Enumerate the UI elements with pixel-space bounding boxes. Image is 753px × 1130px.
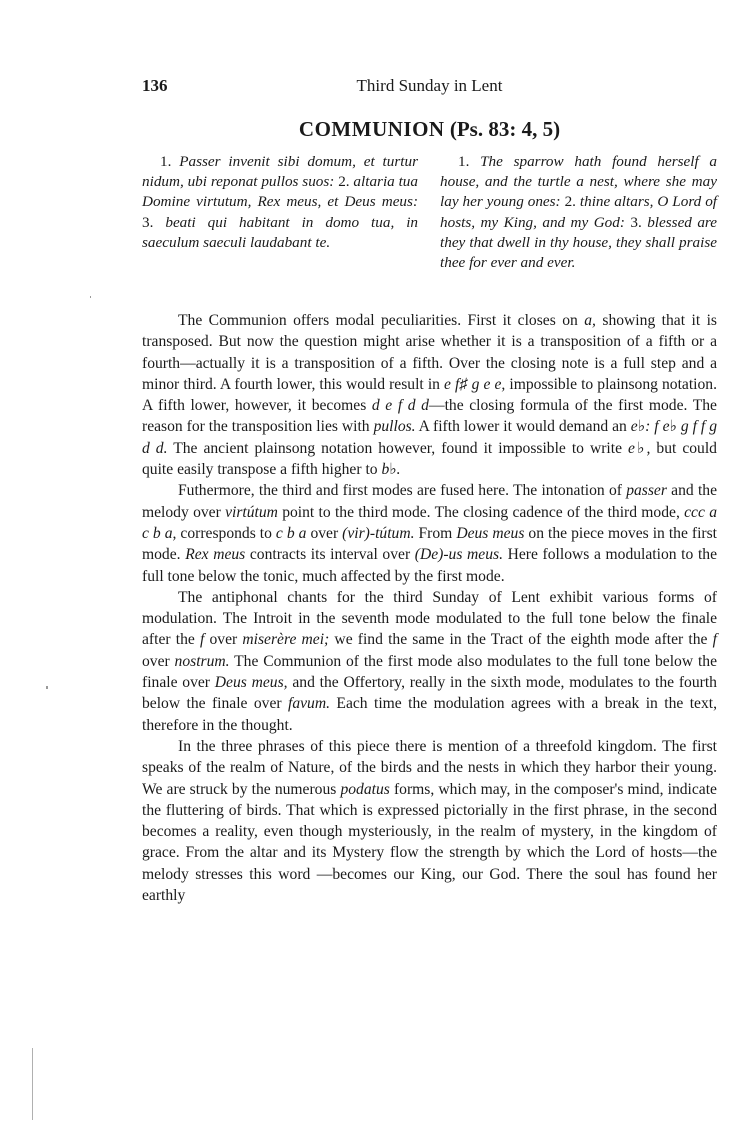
latin-verse: beati qui habitant in domo tua, in saeculum saeculi laudabant te. (142, 213, 419, 251)
italic-run: virtútum (225, 503, 278, 521)
psalm-reference: (Ps. 83: 4, 5) (449, 117, 561, 141)
text-run: The Communion offers modal peculiarities. First it closes on (178, 312, 585, 329)
text-run: Each time the modulation agrees with a break in the text, therefore in the thought. (142, 695, 717, 734)
paragraph-antiphonal-chants (142, 587, 717, 736)
italic-run: e♭: f e♭ g f f g d d. (142, 418, 718, 457)
italic-run: e♭, (628, 439, 651, 457)
italic-run: ccc a c b a, (142, 503, 717, 542)
text-run: showing that it is transposed. But now the question might arise whether it is a transposition of a fifth or a fourth—actually it is a transposition of a fifth. Over the closing note is a full step and a minor third. A fourth lower, this would result in (142, 312, 717, 393)
italic-run: d e f d d (371, 397, 429, 415)
section-title: COMMUNION (298, 117, 445, 141)
text-run: on the piece moves in the first mode. (142, 524, 717, 564)
running-title: Third Sunday in Lent (356, 76, 503, 95)
text-run: In the three phrases of this piece there is mention of a threefold kingdom. The first speaks of the realm of Nature, of the birds and the nests in which they harbor their young. We are struck by the numerous (142, 737, 717, 798)
italic-run: nostrum. (174, 652, 230, 670)
paragraph-threefold-kingdom (142, 736, 717, 906)
italic-run: Deus meus, (214, 674, 288, 692)
verse-number: 3. (142, 213, 154, 231)
text-run: From (414, 524, 457, 542)
text-run: impossible to plainsong notation. A fifth lower, however, it becomes (142, 375, 717, 415)
scan-margin-mark (32, 1048, 33, 1120)
paragraph-fused-modes (142, 480, 717, 586)
text-run: over (142, 652, 175, 670)
italic-run: e f♯ g e e, (444, 375, 506, 393)
text-run: over (204, 631, 243, 649)
verse-number: 1. (160, 153, 172, 170)
english-verse: thine altars, O Lord of hosts, my King, and my God: (440, 193, 718, 231)
text-run: The antiphonal chants for the third Sunday of Lent exhibit various forms of modulation. The Introit in the seventh mode modulated to the full tone below the finale after the (142, 588, 717, 649)
text-run: The Communion of the first mode also modulates to the full tone below the finale over (142, 652, 717, 692)
italic-run: pullos. (373, 418, 416, 436)
text-run: point to the third mode. The closing cadence of the third mode, (277, 503, 685, 521)
english-column (440, 152, 717, 273)
text-run: The ancient plainsong notation however, found it impossible to write (167, 439, 629, 457)
italic-run: f (199, 631, 205, 649)
latin-verse: altaria tua Domine virtutum, Rex meus, et Deus meus: (142, 173, 418, 211)
paragraph-modal-peculiarities (142, 310, 717, 480)
italic-run: favum. (288, 695, 331, 713)
text-run: contracts its interval over (245, 546, 415, 564)
italic-run: passer (626, 482, 667, 500)
italic-run: (De)-us meus. (414, 546, 503, 564)
latin-column (142, 152, 418, 253)
running-header (142, 74, 717, 98)
text-run: corresponds to (176, 524, 276, 542)
text-run: and the Offertory, really in the sixth mode, modulates to the fourth below the finale over (142, 674, 717, 713)
page-number: 136 (142, 76, 168, 95)
commentary (142, 310, 717, 906)
text-run: Here follows a modulation to the full tone below the tonic, much affected by the first mode. (142, 546, 717, 585)
italic-run: Rex meus (185, 546, 246, 564)
english-verse: The sparrow hath found herself a house, and the turtle a nest, where she may lay her young ones: (440, 153, 717, 211)
italic-run: f (712, 631, 717, 649)
italic-run: (vir)-tútum. (342, 524, 415, 542)
scan-margin-mark (90, 296, 91, 298)
verse-number: 1. (458, 153, 470, 170)
latin-verse: Passer invenit sibi domum, et turtur nidum, ubi reponat pullos suos: (142, 153, 418, 191)
scan-margin-mark (46, 686, 48, 689)
text-run: —the closing formula of the first mode. The reason for the transposition lies with (142, 397, 717, 436)
italic-run: b♭. (381, 461, 401, 479)
verse-number: 2. (338, 173, 350, 191)
verse-number: 3. (630, 213, 642, 231)
text-run: forms, which may, in the composer's mind, indicate the fluttering of birds. That which is expressed pictorially in the first phrase, in the second becomes a reality, even though mysteriously, in the realm of mystery, in the kingdom of grace. From the altar and its Mystery flow the strength by which the Lord of hosts—the melody stresses this word —becomes our King, our God. There the soul has found her earthly (142, 780, 717, 905)
italic-run: c b a (275, 524, 307, 542)
italic-run: miserère mei; (242, 631, 330, 649)
verse-number: 2. (564, 193, 576, 211)
section-heading (142, 116, 717, 142)
english-verse: blessed are they that dwell in thy house, they shall praise thee for ever and ever. (440, 213, 718, 272)
text-run: A fifth lower it would demand an (415, 418, 631, 436)
italic-run: podatus (340, 780, 390, 798)
italic-run: Deus meus (456, 524, 525, 542)
text-run: we find the same in the Tract of the eighth mode after the (329, 631, 713, 649)
text-run: and the melody over (142, 482, 717, 521)
italic-run: a, (584, 312, 596, 329)
text-run: over (306, 524, 343, 542)
text-run: Futhermore, the third and first modes are fused here. The intonation of (178, 482, 627, 500)
text-run: but could quite easily transpose a fifth higher to (142, 439, 717, 479)
